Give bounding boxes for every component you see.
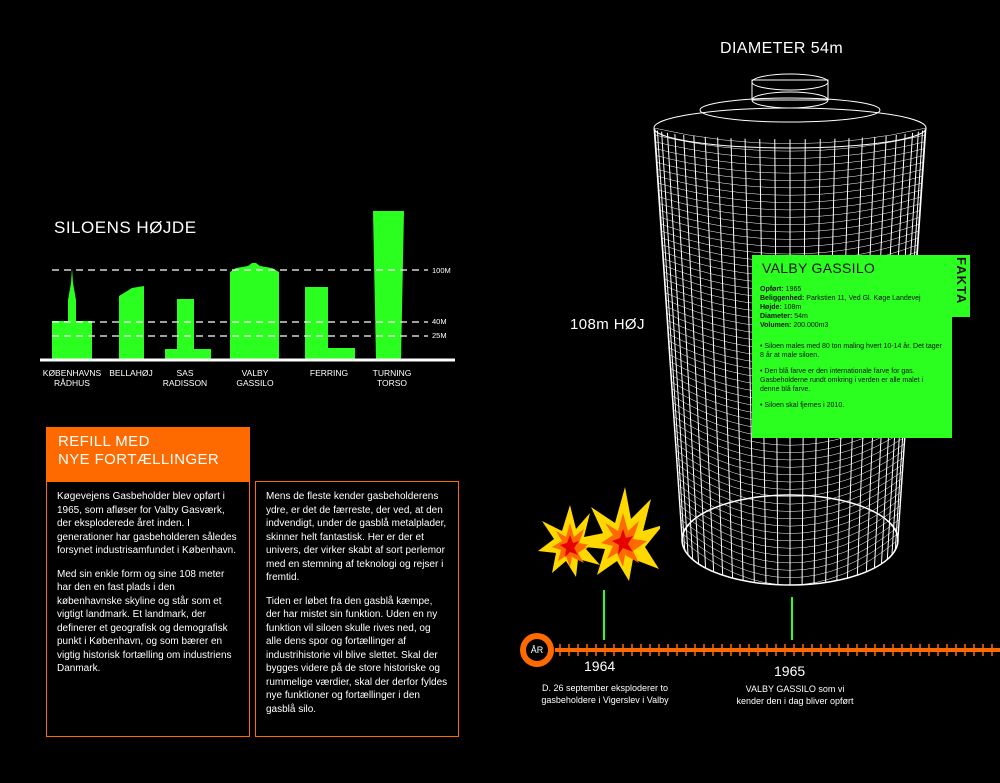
bar-label-line: RÅDHUS bbox=[54, 378, 90, 388]
ref-label-100m: 100M bbox=[432, 266, 451, 275]
bar-label-line: TURNING bbox=[372, 368, 412, 378]
ref-label-40m: 40M bbox=[432, 317, 447, 326]
fact-bullet: • Den blå farve er den internationale farve for gas. Gasbeholderne rundt omkring i verden er alle malet i denne blå farve. bbox=[760, 368, 924, 393]
event-text-line: D. 26 september eksploderer to bbox=[541, 683, 669, 693]
fact-key: Beliggenhed: bbox=[760, 295, 805, 302]
refill-heading-line: NYE FORTÆLLINGER bbox=[58, 451, 220, 468]
refill-heading-line: REFILL MED bbox=[58, 433, 150, 450]
paragraph: Mens de fleste kender gasbeholderens ydre, er det de færreste, der ved, at den indvendigt, under de gasblå metalplader, skinner helt fantastisk. Her er der et univers, der virker skabt af sort perlemor med en stemning af teknologi og rejser i fremtid. bbox=[266, 491, 447, 583]
event-year: 1965 bbox=[774, 663, 806, 679]
bar-label-line: GASSILO bbox=[236, 378, 274, 388]
bar-label-line: TORSO bbox=[376, 378, 408, 388]
diameter-label: DIAMETER 54m bbox=[720, 40, 844, 57]
paragraph: Tiden er løbet fra den gasblå kæmpe, der har mistet sin funktion. Uden en ny funktion vil siloen skulle rives ned, og alle dens spor og fortællinger af industrihistorie vil blive slettet. Skal der bygges videre på de store historiske og rummelige værdier, skal der derfor fyldes nye funktioner og fortællinger i den gasblå silo. bbox=[266, 595, 448, 715]
fact-value: 108m bbox=[783, 304, 802, 311]
fact-value: Parkstien 11, Ved Gl. Køge Landevej bbox=[806, 295, 921, 302]
paragraph: Køgevejens Gasbeholder blev opført i 1965, som afløser for Valby Gasværk, der eksploderede året inden. I generationer har gasbeholderen således forsynet industrisamfundet i København. bbox=[57, 491, 237, 556]
fact-value: 1965 bbox=[785, 286, 802, 293]
fact-key: Opført: bbox=[760, 286, 784, 293]
event-description bbox=[505, 682, 705, 706]
bar-label-line: BELLAHØJ bbox=[109, 368, 153, 378]
facts-title: VALBY GASSILO bbox=[762, 260, 876, 276]
event-text-line: kender den i dag bliver opført bbox=[736, 696, 854, 706]
fact-bullet: • Siloen skal fjernes i 2010. bbox=[760, 402, 845, 409]
fact-value: 200.000m3 bbox=[793, 322, 829, 329]
chart-title: SILOENS HØJDE bbox=[54, 218, 197, 237]
bar-label-line: FERRING bbox=[309, 368, 349, 378]
paragraph: Med sin enkle form og sine 108 meter har den en fast plads i den københavnske skyline og står som et vigtigt landmark. Et landmark, der definerer et geografisk og demografisk punkt i København, og som bærer en vigtig historisk fortælling om industriens Danmark. bbox=[57, 568, 232, 674]
height-label: 108m HØJ bbox=[570, 316, 645, 333]
bar-label-line: KØBENHAVNS bbox=[42, 368, 102, 378]
fact-value: 54m bbox=[794, 313, 808, 320]
bar-label-line: SAS bbox=[176, 368, 194, 378]
year-badge-label: ÅR bbox=[526, 639, 548, 661]
facts-tab-label: FAKTA bbox=[954, 257, 969, 305]
ref-label-25m: 25M bbox=[432, 331, 447, 340]
fact-bullet: • Siloen males med 80 ton maling hvert 10-14 år. Det tager 8 år at male siloen. bbox=[760, 343, 942, 359]
event-description bbox=[720, 683, 870, 707]
event-text-line: VALBY GASSILO som vi bbox=[745, 684, 845, 694]
event-year: 1964 bbox=[584, 658, 616, 674]
event-text-line: gasbeholdere i Vigerslev i Valby bbox=[541, 695, 669, 705]
bar-label-line: VALBY bbox=[241, 368, 269, 378]
fact-key: Diameter: bbox=[760, 313, 793, 320]
fact-key: Højde: bbox=[760, 304, 782, 311]
fact-key: Volumen: bbox=[760, 322, 792, 329]
bar-label-line: RADISSON bbox=[162, 378, 208, 388]
